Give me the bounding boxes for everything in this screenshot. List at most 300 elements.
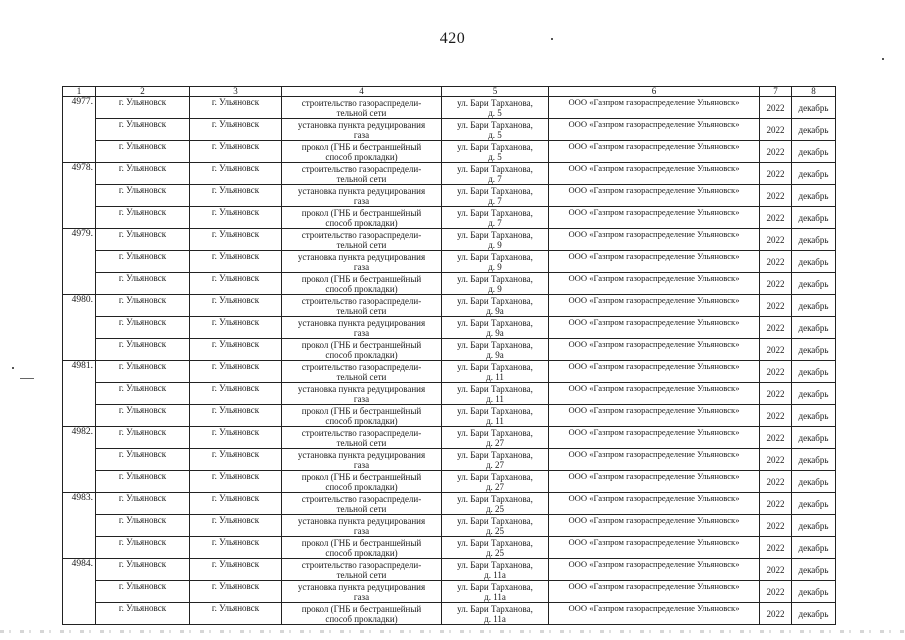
address-house: д. 5 bbox=[488, 107, 502, 118]
address-street: ул. Бари Тарханова, bbox=[457, 141, 533, 152]
cell-work-type bbox=[282, 273, 442, 295]
cell-city: г. Ульяновск bbox=[190, 515, 282, 537]
cell-work-type bbox=[282, 97, 442, 119]
table-row bbox=[63, 317, 836, 339]
scan-speck bbox=[12, 367, 14, 369]
cell-work-type bbox=[282, 163, 442, 185]
table-row bbox=[63, 515, 836, 537]
address-house: д. 11а bbox=[484, 591, 506, 602]
work-type-line: строительство газораспредели- bbox=[301, 493, 422, 504]
cell-month: декабрь bbox=[792, 119, 836, 141]
entry-number: 4983. bbox=[63, 493, 96, 559]
cell-month: декабрь bbox=[792, 537, 836, 559]
cell-settlement: г. Ульяновск bbox=[96, 361, 190, 383]
table-row bbox=[63, 559, 836, 581]
table-row bbox=[63, 493, 836, 515]
entry-number: 4981. bbox=[63, 361, 96, 427]
address-house: д. 5 bbox=[488, 151, 502, 162]
address-street: ул. Бари Тарханова, bbox=[457, 251, 533, 262]
work-type-line: тельной сети bbox=[336, 371, 387, 382]
entry-number: 4979. bbox=[63, 229, 96, 295]
cell-city: г. Ульяновск bbox=[190, 295, 282, 317]
cell-settlement: г. Ульяновск bbox=[96, 229, 190, 251]
cell-year: 2022 bbox=[760, 295, 792, 317]
cell-settlement: г. Ульяновск bbox=[96, 185, 190, 207]
cell-work-type bbox=[282, 229, 442, 251]
cell-work-type bbox=[282, 537, 442, 559]
address-street: ул. Бари Тарханова, bbox=[457, 295, 533, 306]
cell-year: 2022 bbox=[760, 141, 792, 163]
cell-work-type bbox=[282, 471, 442, 493]
cell-settlement: г. Ульяновск bbox=[96, 119, 190, 141]
cell-month: декабрь bbox=[792, 185, 836, 207]
cell-year: 2022 bbox=[760, 97, 792, 119]
work-type-line: газа bbox=[353, 459, 370, 470]
work-type-line: установка пункта редуцирования bbox=[297, 185, 426, 196]
cell-city: г. Ульяновск bbox=[190, 559, 282, 581]
cell-settlement: г. Ульяновск bbox=[96, 141, 190, 163]
table-row bbox=[63, 251, 836, 273]
cell-settlement: г. Ульяновск bbox=[96, 449, 190, 471]
cell-year: 2022 bbox=[760, 405, 792, 427]
cell-organization: ООО «Газпром газораспределение Ульяновск» bbox=[549, 229, 760, 251]
cell-work-type bbox=[282, 317, 442, 339]
header-cell: 4 bbox=[282, 87, 442, 97]
work-type-line: прокол (ГНБ и бестраншейный bbox=[301, 603, 422, 614]
address-house: д. 25 bbox=[485, 525, 505, 536]
address-street: ул. Бари Тарханова, bbox=[457, 449, 533, 460]
work-type-line: тельной сети bbox=[336, 173, 387, 184]
work-type-line: строительство газораспредели- bbox=[301, 229, 422, 240]
cell-organization: ООО «Газпром газораспределение Ульяновск» bbox=[549, 471, 760, 493]
address-street: ул. Бари Тарханова, bbox=[457, 339, 533, 350]
table-row bbox=[63, 427, 836, 449]
work-type-line: прокол (ГНБ и бестраншейный bbox=[301, 339, 422, 350]
address-street: ул. Бари Тарханова, bbox=[457, 471, 533, 482]
cell-city: г. Ульяновск bbox=[190, 273, 282, 295]
cell-work-type bbox=[282, 427, 442, 449]
cell-year: 2022 bbox=[760, 339, 792, 361]
table-row bbox=[63, 295, 836, 317]
table-row bbox=[63, 603, 836, 625]
header-cell: 1 bbox=[63, 87, 96, 97]
table-row bbox=[63, 273, 836, 295]
cell-settlement: г. Ульяновск bbox=[96, 603, 190, 625]
address-street: ул. Бари Тарханова, bbox=[457, 207, 533, 218]
cell-year: 2022 bbox=[760, 229, 792, 251]
cell-work-type bbox=[282, 339, 442, 361]
cell-year: 2022 bbox=[760, 449, 792, 471]
work-type-line: тельной сети bbox=[336, 437, 387, 448]
cell-month: декабрь bbox=[792, 559, 836, 581]
work-type-line: газа bbox=[353, 393, 370, 404]
cell-address bbox=[442, 295, 549, 317]
cell-organization: ООО «Газпром газораспределение Ульяновск» bbox=[549, 405, 760, 427]
scan-footer-artifact bbox=[0, 630, 905, 633]
work-type-line: строительство газораспредели- bbox=[301, 295, 422, 306]
cell-address bbox=[442, 493, 549, 515]
cell-year: 2022 bbox=[760, 273, 792, 295]
cell-work-type bbox=[282, 559, 442, 581]
header-row bbox=[63, 87, 836, 97]
cell-year: 2022 bbox=[760, 207, 792, 229]
cell-address bbox=[442, 339, 549, 361]
work-type-line: установка пункта редуцирования bbox=[297, 383, 426, 394]
work-type-line: способ прокладки) bbox=[325, 547, 398, 558]
address-house: д. 7 bbox=[488, 173, 502, 184]
cell-month: декабрь bbox=[792, 361, 836, 383]
cell-month: декабрь bbox=[792, 251, 836, 273]
address-street: ул. Бари Тарханова, bbox=[457, 97, 533, 108]
entry-number: 4984. bbox=[63, 559, 96, 625]
table-row bbox=[63, 97, 836, 119]
header-cell: 8 bbox=[792, 87, 836, 97]
work-type-line: тельной сети bbox=[336, 107, 387, 118]
address-house: д. 25 bbox=[485, 503, 505, 514]
work-type-line: тельной сети bbox=[336, 305, 387, 316]
address-house: д. 27 bbox=[485, 459, 505, 470]
work-type-line: установка пункта редуцирования bbox=[297, 449, 426, 460]
cell-settlement: г. Ульяновск bbox=[96, 207, 190, 229]
cell-city: г. Ульяновск bbox=[190, 119, 282, 141]
cell-organization: ООО «Газпром газораспределение Ульяновск» bbox=[549, 185, 760, 207]
cell-year: 2022 bbox=[760, 603, 792, 625]
header-cell: 2 bbox=[96, 87, 190, 97]
work-type-line: способ прокладки) bbox=[325, 349, 398, 360]
cell-organization: ООО «Газпром газораспределение Ульяновск» bbox=[549, 515, 760, 537]
work-type-line: прокол (ГНБ и бестраншейный bbox=[301, 537, 422, 548]
work-type-line: прокол (ГНБ и бестраншейный bbox=[301, 471, 422, 482]
table-row bbox=[63, 185, 836, 207]
cell-month: декабрь bbox=[792, 141, 836, 163]
cell-month: декабрь bbox=[792, 581, 836, 603]
address-house: д. 5 bbox=[488, 129, 502, 140]
cell-work-type bbox=[282, 581, 442, 603]
table-row bbox=[63, 163, 836, 185]
cell-address bbox=[442, 515, 549, 537]
cell-work-type bbox=[282, 295, 442, 317]
address-street: ул. Бари Тарханова, bbox=[457, 163, 533, 174]
cell-address bbox=[442, 207, 549, 229]
address-house: д. 11 bbox=[486, 393, 504, 404]
cell-work-type bbox=[282, 361, 442, 383]
cell-city: г. Ульяновск bbox=[190, 449, 282, 471]
cell-year: 2022 bbox=[760, 361, 792, 383]
cell-address bbox=[442, 405, 549, 427]
cell-work-type bbox=[282, 207, 442, 229]
cell-year: 2022 bbox=[760, 559, 792, 581]
work-type-line: способ прокладки) bbox=[325, 217, 398, 228]
table-row bbox=[63, 581, 836, 603]
work-type-line: строительство газораспредели- bbox=[301, 361, 422, 372]
work-type-line: способ прокладки) bbox=[325, 481, 398, 492]
cell-organization: ООО «Газпром газораспределение Ульяновск» bbox=[549, 427, 760, 449]
cell-address bbox=[442, 361, 549, 383]
address-house: д. 11а bbox=[484, 613, 506, 624]
cell-city: г. Ульяновск bbox=[190, 317, 282, 339]
cell-year: 2022 bbox=[760, 383, 792, 405]
cell-address bbox=[442, 537, 549, 559]
work-type-line: строительство газораспредели- bbox=[301, 559, 422, 570]
cell-city: г. Ульяновск bbox=[190, 229, 282, 251]
cell-month: декабрь bbox=[792, 427, 836, 449]
address-house: д. 9 bbox=[488, 261, 502, 272]
address-house: д. 11а bbox=[484, 569, 506, 580]
cell-address bbox=[442, 185, 549, 207]
cell-settlement: г. Ульяновск bbox=[96, 537, 190, 559]
cell-year: 2022 bbox=[760, 427, 792, 449]
cell-organization: ООО «Газпром газораспределение Ульяновск» bbox=[549, 163, 760, 185]
table-row bbox=[63, 405, 836, 427]
scan-speck bbox=[882, 58, 884, 60]
cell-city: г. Ульяновск bbox=[190, 185, 282, 207]
cell-month: декабрь bbox=[792, 273, 836, 295]
address-house: д. 11 bbox=[486, 415, 504, 426]
work-type-line: способ прокладки) bbox=[325, 613, 398, 624]
cell-city: г. Ульяновск bbox=[190, 361, 282, 383]
cell-year: 2022 bbox=[760, 515, 792, 537]
cell-month: декабрь bbox=[792, 317, 836, 339]
table-row bbox=[63, 449, 836, 471]
address-street: ул. Бари Тарханова, bbox=[457, 317, 533, 328]
cell-city: г. Ульяновск bbox=[190, 581, 282, 603]
cell-work-type bbox=[282, 603, 442, 625]
cell-year: 2022 bbox=[760, 251, 792, 273]
cell-organization: ООО «Газпром газораспределение Ульяновск» bbox=[549, 317, 760, 339]
cell-month: декабрь bbox=[792, 471, 836, 493]
cell-settlement: г. Ульяновск bbox=[96, 251, 190, 273]
cell-month: декабрь bbox=[792, 339, 836, 361]
work-type-line: тельной сети bbox=[336, 503, 387, 514]
cell-city: г. Ульяновск bbox=[190, 471, 282, 493]
cell-city: г. Ульяновск bbox=[190, 537, 282, 559]
cell-city: г. Ульяновск bbox=[190, 383, 282, 405]
cell-month: декабрь bbox=[792, 493, 836, 515]
address-street: ул. Бари Тарханова, bbox=[457, 537, 533, 548]
page-number: 420 bbox=[439, 30, 466, 47]
cell-organization: ООО «Газпром газораспределение Ульяновск» bbox=[549, 273, 760, 295]
address-house: д. 9а bbox=[486, 327, 504, 338]
table-row bbox=[63, 119, 836, 141]
cell-address bbox=[442, 581, 549, 603]
cell-city: г. Ульяновск bbox=[190, 163, 282, 185]
cell-organization: ООО «Газпром газораспределение Ульяновск» bbox=[549, 119, 760, 141]
cell-year: 2022 bbox=[760, 185, 792, 207]
address-house: д. 9 bbox=[488, 239, 502, 250]
address-street: ул. Бари Тарханова, bbox=[457, 361, 533, 372]
cell-settlement: г. Ульяновск bbox=[96, 471, 190, 493]
cell-year: 2022 bbox=[760, 471, 792, 493]
cell-address bbox=[442, 273, 549, 295]
cell-city: г. Ульяновск bbox=[190, 405, 282, 427]
cell-month: декабрь bbox=[792, 449, 836, 471]
address-street: ул. Бари Тарханова, bbox=[457, 603, 533, 614]
cell-city: г. Ульяновск bbox=[190, 427, 282, 449]
address-street: ул. Бари Тарханова, bbox=[457, 119, 533, 130]
address-street: ул. Бари Тарханова, bbox=[457, 493, 533, 504]
cell-address bbox=[442, 317, 549, 339]
cell-year: 2022 bbox=[760, 163, 792, 185]
cell-city: г. Ульяновск bbox=[190, 603, 282, 625]
cell-address bbox=[442, 251, 549, 273]
cell-organization: ООО «Газпром газораспределение Ульяновск» bbox=[549, 383, 760, 405]
work-type-line: способ прокладки) bbox=[325, 415, 398, 426]
cell-organization: ООО «Газпром газораспределение Ульяновск» bbox=[549, 339, 760, 361]
cell-organization: ООО «Газпром газораспределение Ульяновск» bbox=[549, 141, 760, 163]
cell-organization: ООО «Газпром газораспределение Ульяновск» bbox=[549, 603, 760, 625]
cell-organization: ООО «Газпром газораспределение Ульяновск» bbox=[549, 251, 760, 273]
cell-address bbox=[442, 471, 549, 493]
cell-settlement: г. Ульяновск bbox=[96, 295, 190, 317]
cell-city: г. Ульяновск bbox=[190, 493, 282, 515]
address-house: д. 11 bbox=[486, 371, 504, 382]
table-row bbox=[63, 339, 836, 361]
work-type-line: способ прокладки) bbox=[325, 283, 398, 294]
header-cell: 6 bbox=[549, 87, 760, 97]
cell-settlement: г. Ульяновск bbox=[96, 515, 190, 537]
cell-month: декабрь bbox=[792, 207, 836, 229]
cell-settlement: г. Ульяновск bbox=[96, 339, 190, 361]
work-type-line: установка пункта редуцирования bbox=[297, 119, 426, 130]
work-type-line: прокол (ГНБ и бестраншейный bbox=[301, 207, 422, 218]
table-row bbox=[63, 361, 836, 383]
cell-address bbox=[442, 383, 549, 405]
cell-city: г. Ульяновск bbox=[190, 251, 282, 273]
entry-number: 4982. bbox=[63, 427, 96, 493]
work-type-line: газа bbox=[353, 591, 370, 602]
cell-city: г. Ульяновск bbox=[190, 97, 282, 119]
address-street: ул. Бари Тарханова, bbox=[457, 515, 533, 526]
cell-year: 2022 bbox=[760, 537, 792, 559]
table-row bbox=[63, 207, 836, 229]
cell-work-type bbox=[282, 185, 442, 207]
scan-mark bbox=[20, 378, 34, 379]
cell-address bbox=[442, 603, 549, 625]
work-type-line: прокол (ГНБ и бестраншейный bbox=[301, 405, 422, 416]
cell-year: 2022 bbox=[760, 317, 792, 339]
cell-month: декабрь bbox=[792, 229, 836, 251]
cell-address bbox=[442, 97, 549, 119]
cell-month: декабрь bbox=[792, 515, 836, 537]
cell-city: г. Ульяновск bbox=[190, 207, 282, 229]
address-street: ул. Бари Тарханова, bbox=[457, 427, 533, 438]
work-type-line: прокол (ГНБ и бестраншейный bbox=[301, 141, 422, 152]
cell-organization: ООО «Газпром газораспределение Ульяновск» bbox=[549, 493, 760, 515]
table-row bbox=[63, 537, 836, 559]
entry-number: 4980. bbox=[63, 295, 96, 361]
cell-organization: ООО «Газпром газораспределение Ульяновск» bbox=[549, 361, 760, 383]
cell-month: декабрь bbox=[792, 603, 836, 625]
work-type-line: способ прокладки) bbox=[325, 151, 398, 162]
cell-organization: ООО «Газпром газораспределение Ульяновск» bbox=[549, 449, 760, 471]
work-type-line: газа bbox=[353, 525, 370, 536]
address-street: ул. Бари Тарханова, bbox=[457, 405, 533, 416]
work-type-line: строительство газораспредели- bbox=[301, 427, 422, 438]
cell-month: декабрь bbox=[792, 405, 836, 427]
cell-month: декабрь bbox=[792, 163, 836, 185]
entry-number: 4977. bbox=[63, 97, 96, 163]
work-type-line: строительство газораспредели- bbox=[301, 97, 422, 108]
cell-settlement: г. Ульяновск bbox=[96, 405, 190, 427]
address-street: ул. Бари Тарханова, bbox=[457, 581, 533, 592]
table-row bbox=[63, 471, 836, 493]
address-house: д. 27 bbox=[485, 437, 505, 448]
cell-organization: ООО «Газпром газораспределение Ульяновск» bbox=[549, 97, 760, 119]
cell-city: г. Ульяновск bbox=[190, 141, 282, 163]
cell-settlement: г. Ульяновск bbox=[96, 97, 190, 119]
address-house: д. 9а bbox=[486, 305, 504, 316]
cell-settlement: г. Ульяновск bbox=[96, 317, 190, 339]
work-type-line: тельной сети bbox=[336, 569, 387, 580]
cell-work-type bbox=[282, 119, 442, 141]
header-cell: 5 bbox=[442, 87, 549, 97]
cell-address bbox=[442, 141, 549, 163]
cell-organization: ООО «Газпром газораспределение Ульяновск» bbox=[549, 537, 760, 559]
address-house: д. 9 bbox=[488, 283, 502, 294]
cell-settlement: г. Ульяновск bbox=[96, 427, 190, 449]
cell-settlement: г. Ульяновск bbox=[96, 163, 190, 185]
address-house: д. 25 bbox=[485, 547, 505, 558]
cell-month: декабрь bbox=[792, 97, 836, 119]
table-row bbox=[63, 383, 836, 405]
address-house: д. 7 bbox=[488, 217, 502, 228]
cell-address bbox=[442, 229, 549, 251]
address-house: д. 27 bbox=[485, 481, 505, 492]
work-type-line: прокол (ГНБ и бестраншейный bbox=[301, 273, 422, 284]
header-cell: 7 bbox=[760, 87, 792, 97]
work-type-line: тельной сети bbox=[336, 239, 387, 250]
cell-work-type bbox=[282, 251, 442, 273]
address-house: д. 9а bbox=[486, 349, 504, 360]
cell-work-type bbox=[282, 493, 442, 515]
address-street: ул. Бари Тарханова, bbox=[457, 559, 533, 570]
address-street: ул. Бари Тарханова, bbox=[457, 383, 533, 394]
address-street: ул. Бари Тарханова, bbox=[457, 273, 533, 284]
cell-city: г. Ульяновск bbox=[190, 339, 282, 361]
address-street: ул. Бари Тарханова, bbox=[457, 229, 533, 240]
work-type-line: газа bbox=[353, 261, 370, 272]
cell-organization: ООО «Газпром газораспределение Ульяновск» bbox=[549, 581, 760, 603]
work-type-line: газа bbox=[353, 129, 370, 140]
cell-organization: ООО «Газпром газораспределение Ульяновск» bbox=[549, 559, 760, 581]
cell-year: 2022 bbox=[760, 493, 792, 515]
work-type-line: установка пункта редуцирования bbox=[297, 251, 426, 262]
scan-speck bbox=[551, 38, 553, 40]
cell-settlement: г. Ульяновск bbox=[96, 493, 190, 515]
cell-address bbox=[442, 559, 549, 581]
cell-work-type bbox=[282, 449, 442, 471]
work-type-line: строительство газораспредели- bbox=[301, 163, 422, 174]
cell-settlement: г. Ульяновск bbox=[96, 581, 190, 603]
cell-year: 2022 bbox=[760, 581, 792, 603]
entry-number: 4978. bbox=[63, 163, 96, 229]
header-cell: 3 bbox=[190, 87, 282, 97]
cell-month: декабрь bbox=[792, 295, 836, 317]
register-body bbox=[63, 97, 836, 625]
cell-year: 2022 bbox=[760, 119, 792, 141]
work-type-line: установка пункта редуцирования bbox=[297, 581, 426, 592]
cell-settlement: г. Ульяновск bbox=[96, 273, 190, 295]
cell-organization: ООО «Газпром газораспределение Ульяновск» bbox=[549, 295, 760, 317]
cell-work-type bbox=[282, 383, 442, 405]
cell-work-type bbox=[282, 515, 442, 537]
register-table bbox=[62, 86, 836, 625]
cell-address bbox=[442, 163, 549, 185]
cell-address bbox=[442, 449, 549, 471]
work-type-line: установка пункта редуцирования bbox=[297, 515, 426, 526]
table-row bbox=[63, 229, 836, 251]
cell-settlement: г. Ульяновск bbox=[96, 383, 190, 405]
